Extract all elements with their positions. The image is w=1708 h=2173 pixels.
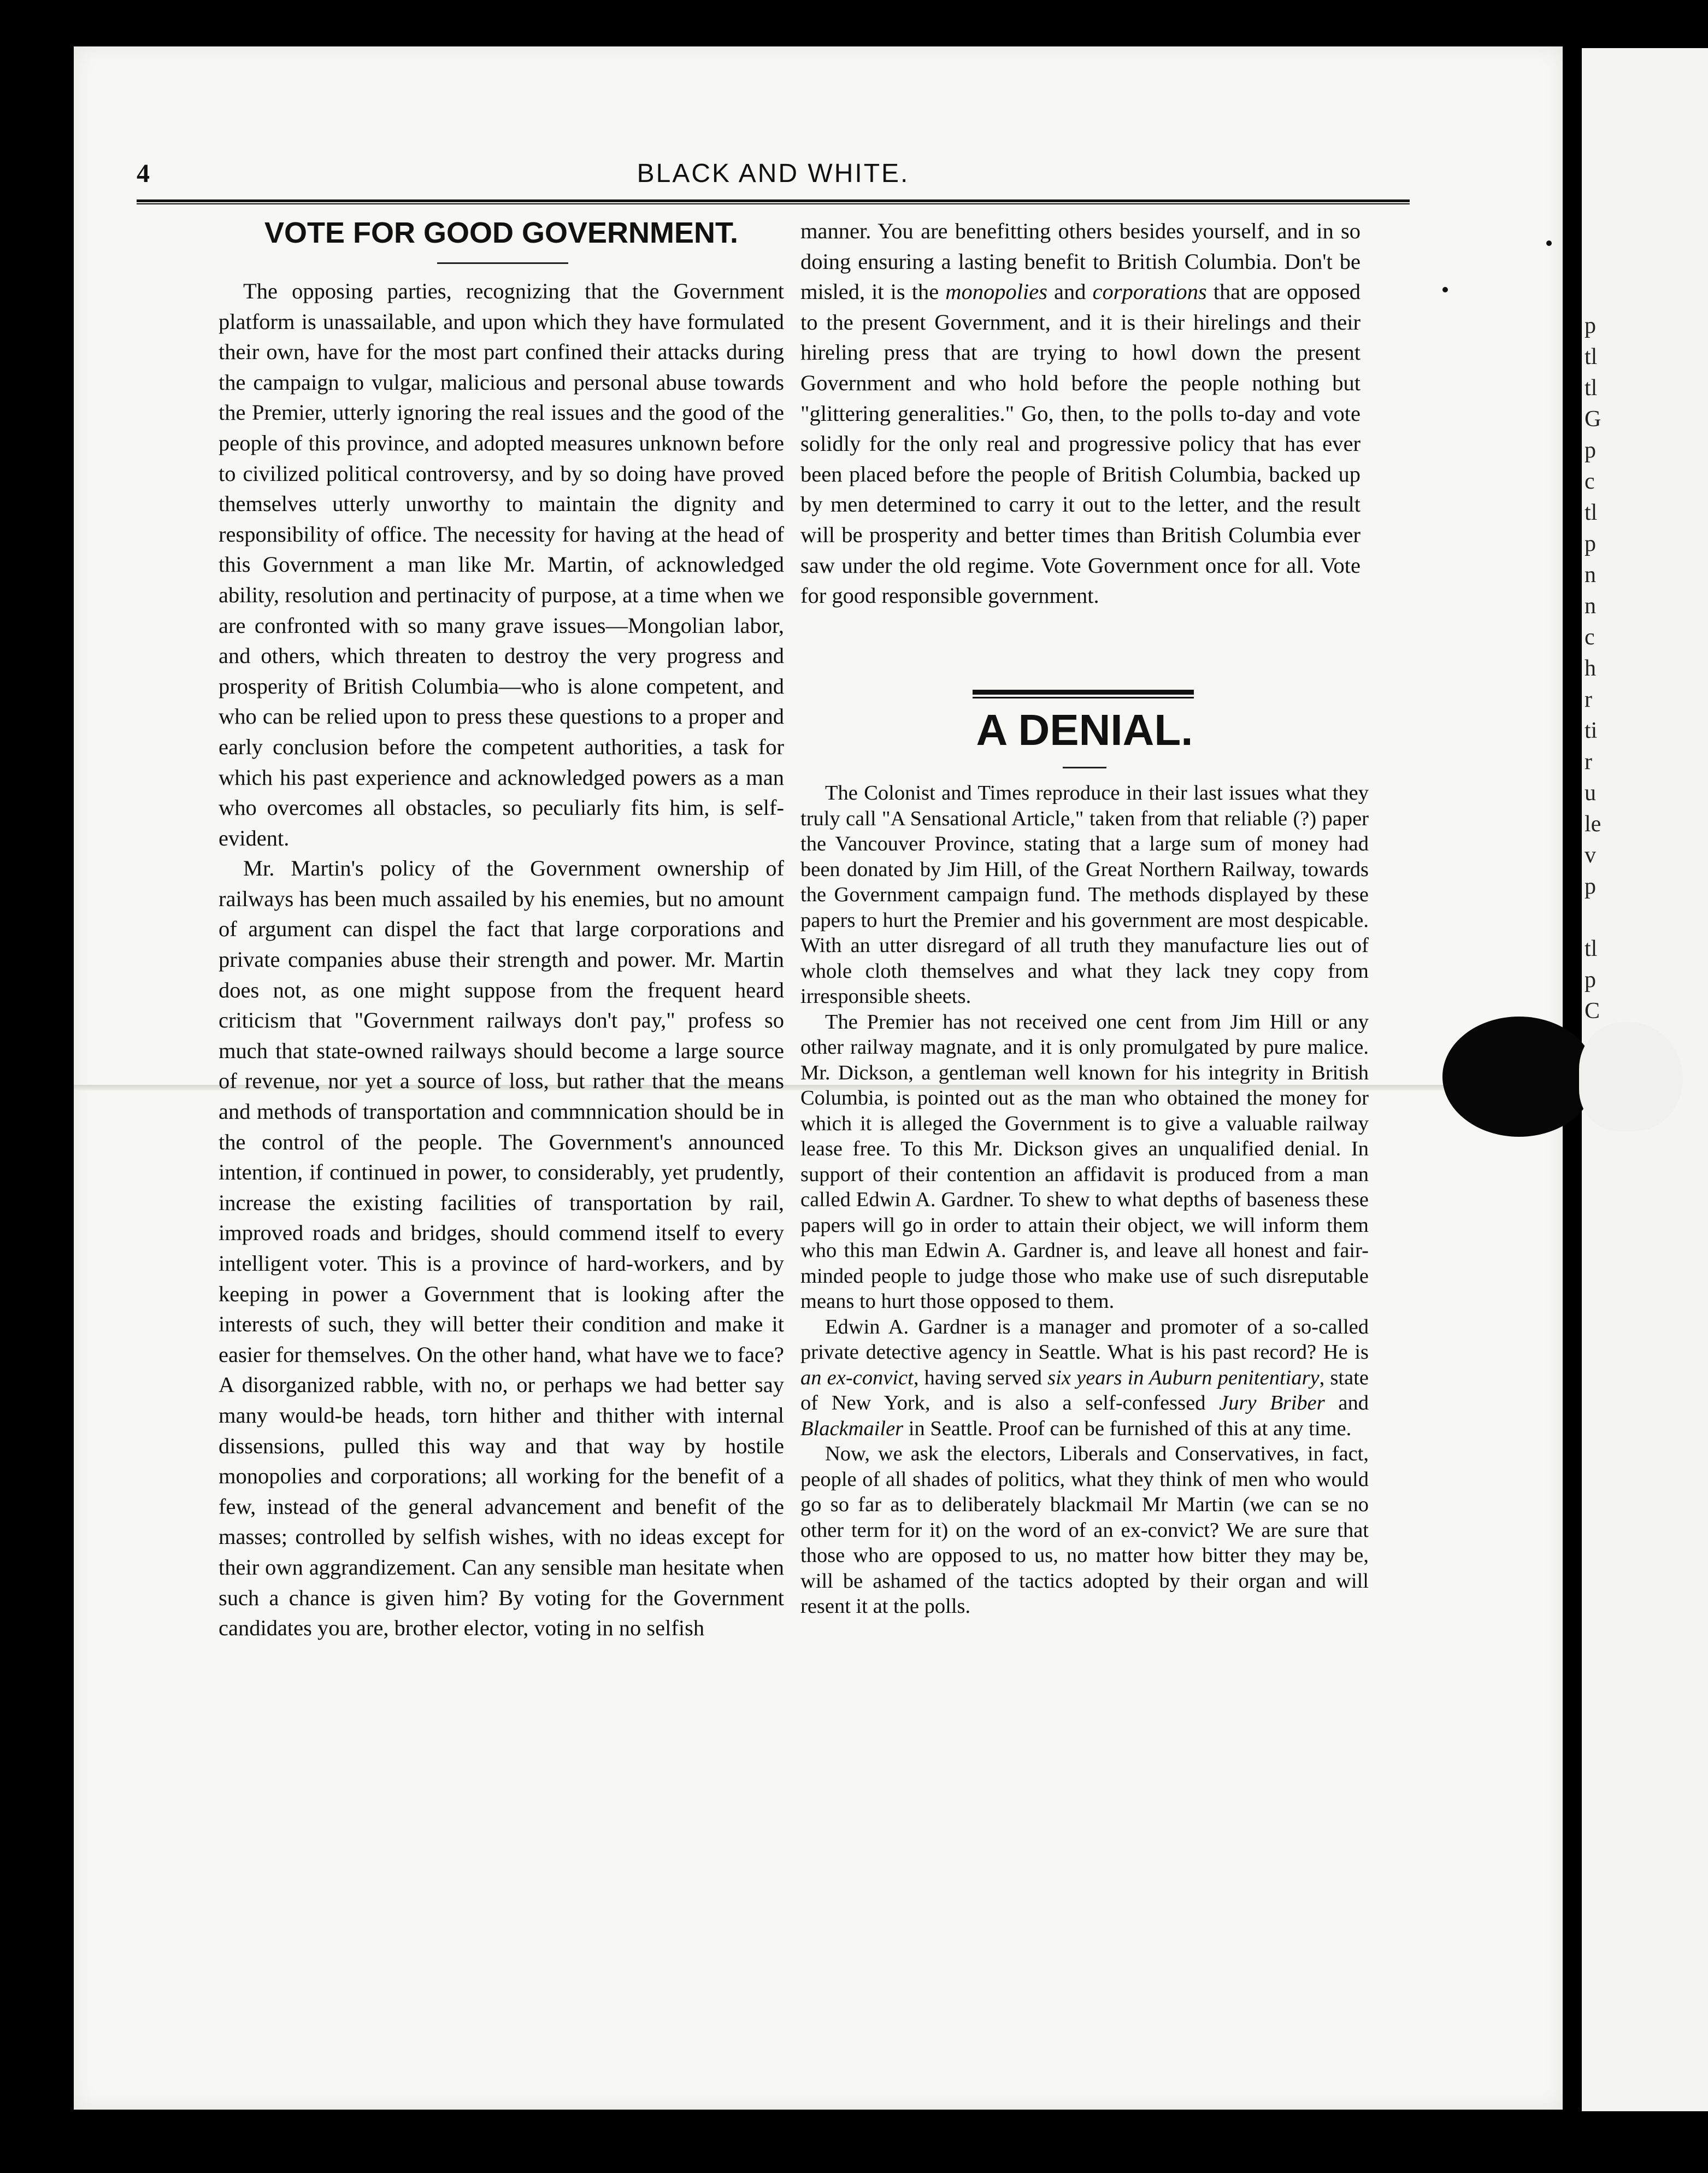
adjacent-page-fragment: p xyxy=(1585,967,1596,992)
adjacent-page-fragment: v xyxy=(1585,843,1596,868)
text-run: Edwin A. Gardner is a manager and promoter of a so-called private detective agency in Seattle. What is his past record? He is xyxy=(800,1315,1369,1364)
text-run: and xyxy=(1047,279,1093,304)
adjacent-page-fragment: ti xyxy=(1585,718,1598,743)
running-head: BLACK AND WHITE. xyxy=(637,159,910,188)
italic-run: six years in Auburn penitentiary xyxy=(1047,1366,1320,1389)
text-run: , having served xyxy=(913,1366,1048,1389)
article-vote-column1 xyxy=(219,276,784,1643)
adjacent-page-fragment: r xyxy=(1585,749,1592,774)
adjacent-page-fragment: C xyxy=(1585,999,1600,1024)
adjacent-page-fragment: le xyxy=(1585,812,1601,837)
adjacent-page-fragment: tl xyxy=(1585,936,1598,961)
text-run: manner. You are benefitting others besides yourself, and in so doing ensuring a lasting benefit to British Columbia. Don't be misled, it is the xyxy=(800,219,1360,304)
article-title-denial: A DENIAL. xyxy=(976,706,1193,754)
adjacent-page-fragment: n xyxy=(1585,562,1596,588)
adjacent-page-fragment: tl xyxy=(1585,500,1598,525)
article-paragraph: The Colonist and Times reproduce in their last issues what they truly call "A Sensational Article," taken from that reliable (?) paper the Vancouver Province, stating that a large sum of money had been donated by Jim Hill, of the Great Northern Railway, towards the Government campaign fund. The methods displayed by these papers to hurt the Premier and his government are most despicable. With an utter disregard of all truth they manufacture lies out of whole cloth themselves and what they lack tney copy from irresponsible sheets. xyxy=(800,782,1369,1008)
continuation-paragraph xyxy=(800,216,1360,611)
text-run: in Seattle. Proof can be furnished of this at any time. xyxy=(903,1417,1352,1440)
adjacent-page-fragment: c xyxy=(1585,625,1595,650)
title-underline xyxy=(437,262,568,264)
adjacent-page-fragment: u xyxy=(1585,780,1596,806)
adjacent-page-fragment: p xyxy=(1585,531,1596,556)
adjacent-page-fragment: c xyxy=(1585,469,1595,494)
page-header xyxy=(137,158,1410,189)
header-rule-thin xyxy=(137,203,1410,204)
italic-run: corporations xyxy=(1092,279,1207,304)
adjacent-page-fragment: p xyxy=(1585,874,1596,899)
section-divider-thick xyxy=(973,690,1194,695)
article-title-vote: VOTE FOR GOOD GOVERNMENT. xyxy=(264,216,739,249)
adjacent-page-fragment: p xyxy=(1585,438,1596,463)
article-paragraph xyxy=(800,1314,1369,1442)
title-underline xyxy=(1063,767,1106,768)
text-run: and xyxy=(1324,1391,1369,1414)
article-paragraph: Mr. Martin's policy of the Government ownership of railways has been much assailed by his enemies, but no amount of argument can dispel the fact that large corporations and private companies abuse their strength and power. Mr. Martin does not, as one might suppose from the frequent heard criticism that "Government railways don't pay," profess so much that state-owned railways should become a large source of revenue, nor yet a source of loss, but rather that the means and methods of transportation and commnnication should be in the control of the people. The Government's announced intention, if continued in power, to considerably, yet prudently, increase the existing facilities of transportation by rail, improved roads and bridges, should commend itself to every intelligent voter. This is a province of hard-workers, and by keeping in power a Government that is looking after the interests of such, they will better their condition and make it easier for themselves. On the other hand, what have we to face? A disorganized rabble, with no, or perhaps we had better say many would-be heads, torn hither and thither with internal dissensions, pulled this way and that way by hostile monopolies and corporations; all working for the benefit of a few, instead of the general advancement and benefit of the masses; controlled by selfish wishes, with no ideas except for their own aggrandizement. Can any sensible man hesitate when such a chance is given him? By voting for the Government candidates you are, brother elector, voting in no selfish xyxy=(219,856,784,1641)
speck xyxy=(1546,240,1552,246)
article-paragraph: Now, we ask the electors, Liberals and Conservatives, in fact, people of all shades of politics, what they think of men who would go so far as to deliberately blackmail Mr Martin (we can se no other term for it) on the word of an ex-convict? We are sure that those who are opposed to us, no matter how bitter they may be, will be ashamed of the tactics adopted by their organ and will resent it at the polls. xyxy=(800,1442,1369,1618)
text-run: that are opposed to the present Government, and it is their hirelings and their hireling press that are trying to howl down the present Government and who hold before the people nothing but "glittering generalities." Go, then, to the polls to-day and vote solidly for the only real and progressive policy that has ever been placed before the people of British Columbia, backed up by men determined to carry it out to the letter, and the result will be prosperity and better times than British Columbia ever saw under the old regime. Vote Government once for all. Vote for good responsible government. xyxy=(800,279,1360,608)
article-denial-body xyxy=(800,780,1369,1619)
adjacent-page-fragment: r xyxy=(1585,687,1592,712)
text-run: , state of New York, and is also a self-confessed xyxy=(800,1366,1369,1414)
adjacent-page-fragment: p xyxy=(1585,313,1596,338)
page-number: 4 xyxy=(137,159,150,188)
italic-run: Blackmailer xyxy=(800,1417,904,1440)
article-vote-continuation xyxy=(800,216,1360,611)
adjacent-page-fragment: tl xyxy=(1585,344,1598,369)
article-paragraph: The Premier has not received one cent from Jim Hill or any other railway magnate, and it is only promulgated by pure malice. Mr. Dickson, a gentleman well known for his integrity in British Columbia, is pointed out as the man who obtained the money for which it is alleged the Government is to give a valuable railway lease free. To this Mr. Dickson gives an unqualified denial. In support of their contention an affidavit is produced from a man called Edwin A. Gardner. To shew to what depths of baseness these papers will go in order to attain their object, we will inform them who this man Edwin A. Gardner is, and leave all honest and fair-minded people to judge those who make use of such disreputable means to hurt those opposed to them. xyxy=(800,1010,1369,1313)
adjacent-page-fragment: G xyxy=(1585,407,1601,432)
adjacent-page-fragment: tl xyxy=(1585,375,1598,401)
italic-run: monopolies xyxy=(945,279,1047,304)
header-rule xyxy=(137,199,1410,202)
adjacent-page-fragment: h xyxy=(1585,656,1596,681)
adjacent-page-fragment: n xyxy=(1585,594,1596,619)
ink-blot-damage xyxy=(1442,1017,1595,1137)
section-divider-thin xyxy=(973,697,1194,698)
italic-run: Jury Briber xyxy=(1219,1391,1325,1414)
italic-run: an ex-convict xyxy=(800,1366,914,1389)
article-paragraph: The opposing parties, recognizing that the Government platform is unassailable, and upon which they have formulated their own, have for the most part confined their attacks during the campaign to vulgar, malicious and personal abuse towards the Premier, utterly ignoring the real issues and the good of the people of this province, and adopted measures unknown before to civilized political controversy, and by so doing have proved themselves utterly unworthy to maintain the dignity and responsibility of office. The necessity for having at the head of this Government a man like Mr. Martin, of acknowledged ability, resolution and pertinacity of purpose, at a time when we are confronted with so many grave issues—Mongolian labor, and others, which threaten to destroy the very progress and prosperity of British Columbia—who is alone competent, and who can be relied upon to press these questions to a proper and early conclusion before the competent authorities, a task for which his past experience and acknowledged powers as a man who overcomes all obstacles, so peculiarly fits him, is self-evident. xyxy=(219,279,784,850)
speck xyxy=(1442,287,1448,292)
